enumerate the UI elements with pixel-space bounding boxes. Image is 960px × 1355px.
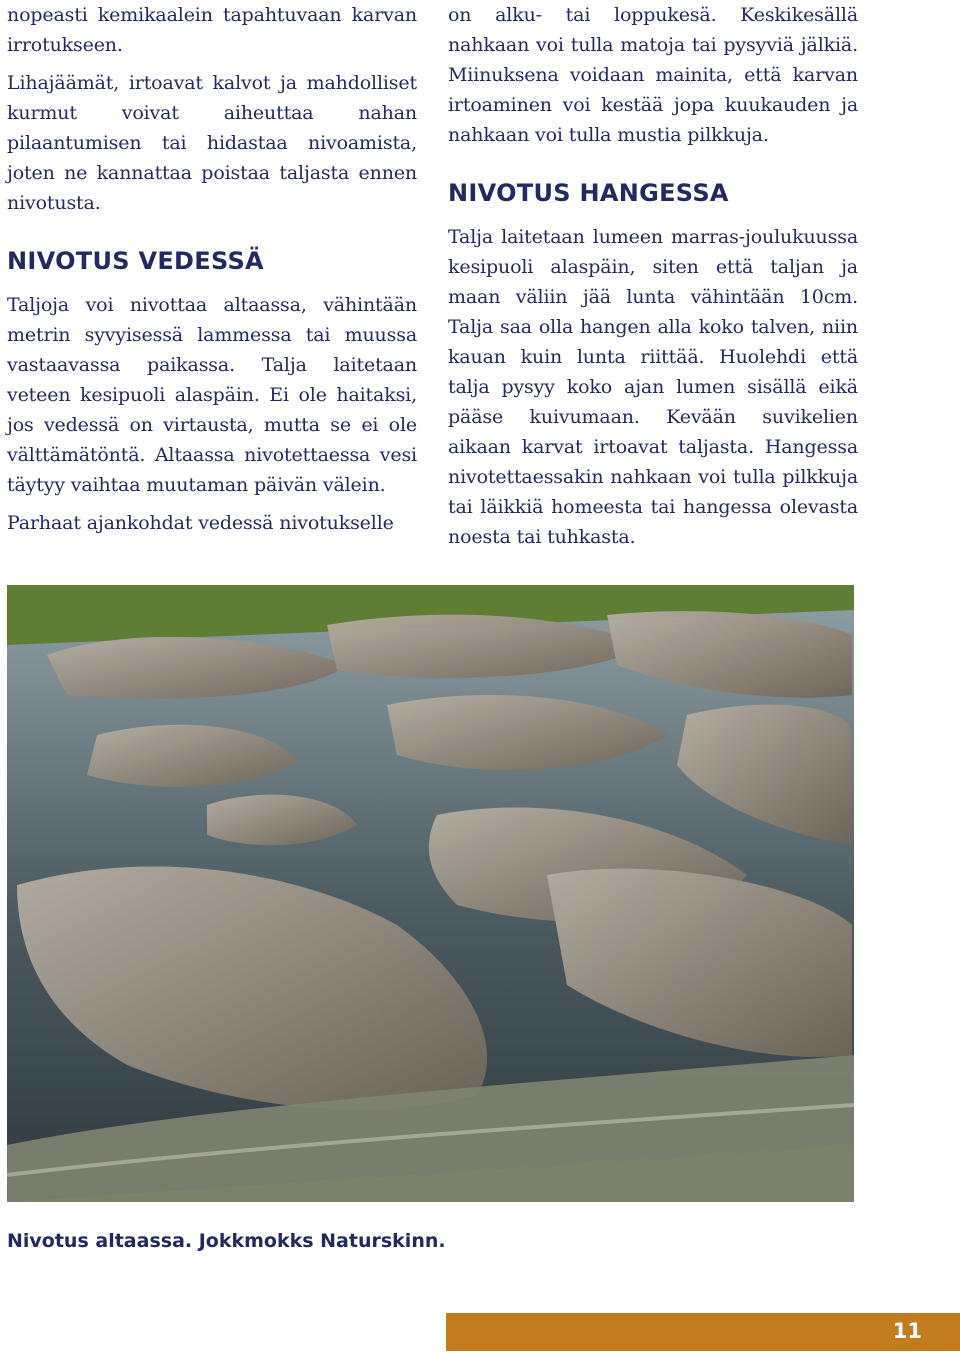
right-column: [448, 0, 858, 560]
heading-nivotus-hangessa: NIVOTUS HANGESSA: [448, 179, 729, 207]
left-paragraph-2: Lihajäämät, irtoavat kalvot ja mahdolliset kurmut voivat aiheuttaa nahan pilaantumisen tai hidastaa nivoamista, joten ne kannattaa poistaa taljasta ennen nivotusta.: [7, 72, 417, 214]
photo-caption: Nivotus altaassa. Jokkmokks Naturskinn.: [7, 1230, 446, 1252]
right-paragraph-2: Talja laitetaan lumeen marras-joulukuussa kesipuoli alaspäin, siten että taljan ja maan väliin jää lunta vähintään 10cm. Talja saa olla hangen alla koko talven, niin kauan kuin lunta riittää. Huolehdi että talja pysyy koko ajan lumen sisällä eikä pääse kuivumaan. Kevään suvikelien aikaan karvat irtoavat taljasta. Hangessa nivotettaessakin nahkaan voi tulla pilkkuja tai läikkiä homeesta tai hangessa olevasta noesta tai tuhkasta.: [448, 226, 858, 548]
page-number-bar: [446, 1313, 960, 1351]
photo-hides-in-pool: [7, 585, 854, 1202]
photo-illustration: [7, 585, 854, 1202]
left-paragraph-4: Parhaat ajankohdat vedessä nivotukselle: [7, 512, 394, 534]
page-number: 11: [892, 1319, 922, 1343]
right-paragraph-1: on alku- tai loppukesä. Keskikesällä nahkaan voi tulla matoja tai pysyviä jälkiä. Miinuksena voidaan mainita, että karvan irtoaminen voi kestää jopa kuukauden ja nahkaan voi tulla mustia pilkkuja.: [448, 4, 858, 146]
left-column: [7, 0, 417, 546]
heading-nivotus-vedessa: NIVOTUS VEDESSÄ: [7, 247, 264, 275]
left-paragraph-1: nopeasti kemikaalein tapahtuvaan karvan irrotukseen.: [7, 4, 417, 56]
left-paragraph-3: Taljoja voi nivottaa altaassa, vähintään metrin syvyisessä lammessa tai muussa vastaavassa paikassa. Talja laitetaan veteen kesipuoli alaspäin. Ei ole haitaksi, jos vedessä on virtausta, mutta se ei ole välttämätöntä. Altaassa nivotettaessa vesi täytyy vaihtaa muutaman päivän välein.: [7, 294, 417, 496]
